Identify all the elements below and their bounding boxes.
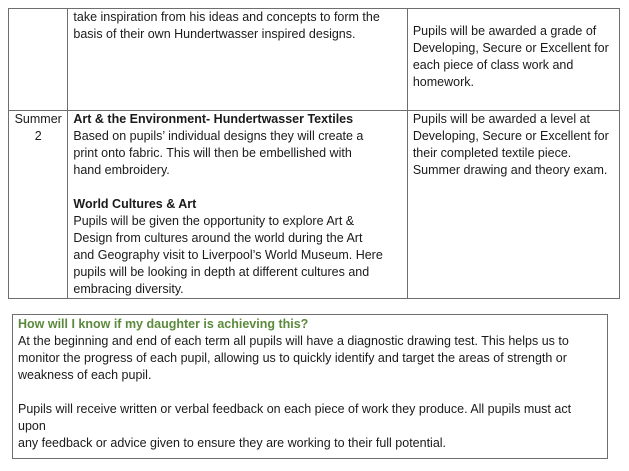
term-cell <box>9 9 68 111</box>
content-line: and Geography visit to Liverpool’s World Museum. Here <box>73 248 383 262</box>
table-row <box>9 111 620 299</box>
content-line: Based on pupils’ individual designs they will create a <box>73 129 364 143</box>
section-title: Art & the Environment- Hundertwasser Textiles <box>73 112 354 126</box>
assessment-cell <box>407 9 619 111</box>
content-line: pupils will be looking in depth at different cultures and <box>73 265 370 279</box>
content-cell <box>68 9 407 111</box>
content-line: Pupils will be given the opportunity to explore Art & <box>73 214 355 228</box>
paragraph-line: any feedback or advice given to ensure they are working to their full potential. <box>18 436 447 450</box>
content-line: print onto fabric. This will then be embellished with <box>73 146 352 160</box>
content-line: basis of their own Hundertwasser inspired designs. <box>73 27 356 41</box>
assessment-line: Pupils will be awarded a level at <box>412 112 591 126</box>
achievement-box <box>12 314 608 459</box>
assessment-line: homework. <box>412 75 474 89</box>
assessment-line: Developing, Secure or Excellent for <box>412 129 609 143</box>
paragraph-line: weakness of each pupil. <box>18 368 152 382</box>
content-line: Design from cultures around the world during the Art <box>73 231 363 245</box>
term-cell <box>9 111 68 299</box>
spacer <box>18 384 602 401</box>
assessment-line: each piece of class work and <box>412 58 574 72</box>
assessment-line: their completed textile piece. <box>412 146 572 160</box>
table-row <box>9 9 620 111</box>
content-line: hand embroidery. <box>73 163 170 177</box>
term-label: Summer <box>14 112 62 126</box>
content-line: embracing diversity. <box>73 282 184 296</box>
assessment-line: Pupils will be awarded a grade of <box>412 24 597 38</box>
achievement-heading: How will I know if my daughter is achieving this? <box>18 317 309 331</box>
content-line: take inspiration from his ideas and concepts to form the <box>73 10 380 24</box>
paragraph-line: At the beginning and end of each term all pupils will have a diagnostic drawing test. This helps us to <box>18 334 569 348</box>
section-title: World Cultures & Art <box>73 197 197 211</box>
content-cell <box>68 111 407 299</box>
paragraph-line: Pupils will receive written or verbal feedback on each piece of work they produce. All pupils must act upon <box>18 402 572 433</box>
spacer <box>73 179 401 196</box>
curriculum-table <box>8 8 620 299</box>
assessment-cell <box>407 111 619 299</box>
paragraph-line: monitor the progress of each pupil, allowing us to quickly identify and target the areas of strength or <box>18 351 567 365</box>
assessment-line: Summer drawing and theory exam. <box>412 163 608 177</box>
term-number: 2 <box>34 129 42 143</box>
assessment-line: Developing, Secure or Excellent for <box>412 41 609 55</box>
